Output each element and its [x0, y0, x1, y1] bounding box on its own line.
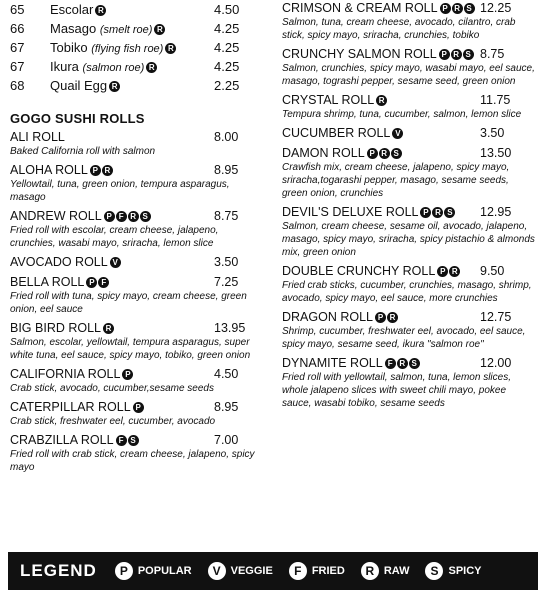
- item-price: 4.50: [214, 2, 240, 17]
- badge-group: [367, 148, 402, 159]
- item-price: 2.25: [214, 78, 240, 93]
- roll-description: Salmon, cream cheese, sesame oil, avocado, jalapeno, masago, spicy mayo, sriracha, spicy pistachio & almonds mix, green onion: [282, 221, 535, 258]
- roll-description: Salmon, crunchies, spicy mayo, wasabi mayo, eel sauce, masago, tograshi pepper, sesame seed, green onion: [282, 63, 535, 87]
- item-number: 68: [10, 78, 25, 93]
- fish-list-item: [10, 76, 256, 95]
- item-note: (salmon roe): [82, 62, 145, 74]
- roll-name: CRYSTAL ROLL: [282, 93, 375, 107]
- spicy-badge-icon: S: [140, 211, 151, 222]
- fried-badge-icon: F: [116, 435, 127, 446]
- popular-badge-icon: P: [437, 266, 448, 277]
- raw-badge-icon: R: [432, 207, 443, 218]
- rolls-list-right: [282, 0, 536, 410]
- roll-name: DOUBLE CRUNCHY ROLL: [282, 264, 436, 278]
- roll-header: [10, 432, 256, 448]
- raw-badge-icon: R: [103, 323, 114, 334]
- roll-name: CUCUMBER ROLL: [282, 126, 391, 140]
- roll-price: 9.50: [480, 264, 505, 278]
- legend-items: [115, 562, 498, 580]
- popular-badge-icon: P: [104, 211, 115, 222]
- roll-name: ANDREW ROLL: [10, 209, 102, 223]
- badge-group: [86, 277, 109, 288]
- fish-list-item: [10, 57, 256, 76]
- roll-description: Crawfish mix, cream cheese, jalapeno, spicy mayo, sriracha,togarashi pepper, masago, sesame seeds, green onion, crunchies: [282, 162, 510, 199]
- popular-badge-icon: P: [420, 207, 431, 218]
- legend-item: [115, 562, 192, 580]
- roll-name: CALIFORNIA ROLL: [10, 367, 121, 381]
- popular-badge-icon: P: [86, 277, 97, 288]
- roll-description: Tempura shrimp, tuna, cucumber, salmon, lemon slice: [282, 109, 522, 120]
- badge-group: [109, 81, 120, 92]
- roll-name: BELLA ROLL: [10, 275, 85, 289]
- badge-group: [154, 24, 165, 35]
- roll-price: 8.95: [214, 163, 239, 177]
- badge-group: [392, 128, 403, 139]
- roll-item: [282, 263, 536, 305]
- item-number: 65: [10, 2, 25, 17]
- raw-badge-icon: R: [154, 24, 165, 35]
- spicy-badge-icon: S: [444, 207, 455, 218]
- roll-description: Salmon, escolar, yellowtail, tempura asparagus, super white tuna, eel sauce, spicy mayo, tobiko, green onion: [10, 337, 251, 361]
- roll-item: [282, 0, 536, 42]
- item-name-group: [50, 57, 157, 78]
- legend-item: [425, 562, 481, 580]
- roll-item: [282, 204, 536, 259]
- roll-price: 12.00: [480, 356, 512, 370]
- badge-group: [375, 312, 398, 323]
- fried-badge-icon: F: [98, 277, 109, 288]
- sashimi-price-list: [10, 0, 256, 95]
- item-note: (flying fish roe): [91, 43, 164, 55]
- badge-group: [90, 165, 113, 176]
- roll-header: [282, 92, 536, 108]
- roll-item: [282, 145, 536, 200]
- roll-item: [10, 254, 256, 270]
- fish-list-item: [10, 19, 256, 38]
- legend-item: [361, 562, 410, 580]
- raw-badge-icon: R: [361, 562, 379, 580]
- section-title: GOGO SUSHI ROLLS: [10, 111, 145, 126]
- legend-bar: [8, 552, 538, 590]
- badge-group: [440, 3, 475, 14]
- roll-name: DAMON ROLL: [282, 146, 365, 160]
- roll-price: 12.75: [480, 310, 512, 324]
- roll-header: [282, 125, 536, 141]
- raw-badge-icon: R: [449, 266, 460, 277]
- badge-group: [146, 62, 157, 73]
- roll-description: Fried roll with escolar, cream cheese, jalapeno, crunchies, wasabi mayo, sriracha, lemon slice: [10, 225, 219, 249]
- popular-badge-icon: P: [115, 562, 133, 580]
- right-column: [282, 0, 536, 414]
- roll-header: [282, 355, 536, 371]
- roll-price: 7.00: [214, 433, 239, 447]
- roll-header: [10, 399, 256, 415]
- roll-item: [10, 399, 256, 428]
- roll-header: [282, 145, 536, 161]
- item-name: Tobiko: [50, 40, 88, 55]
- badge-group: [165, 43, 176, 54]
- spicy-badge-icon: S: [425, 562, 443, 580]
- rolls-list-left: [10, 129, 256, 474]
- roll-item: [282, 355, 536, 410]
- roll-item: [10, 320, 256, 362]
- item-price: 4.25: [214, 59, 240, 74]
- legend-item: [208, 562, 273, 580]
- roll-description: Fried roll with yellowtail, salmon, tuna, lemon slices, whole jalapeno slices with sweet chili mayo, pokee sauce, wasabi tobiko, sesame seeds: [282, 372, 511, 409]
- item-price: 4.25: [214, 21, 240, 36]
- badge-group: [439, 49, 474, 60]
- item-price: 4.25: [214, 40, 240, 55]
- veggie-badge-icon: V: [392, 128, 403, 139]
- roll-name: AVOCADO ROLL: [10, 255, 108, 269]
- roll-price: 7.25: [214, 275, 239, 289]
- roll-description: Shrimp, cucumber, freshwater eel, avocado, eel sauce, spicy mayo, sesame seed, ikura "salmon roe": [282, 326, 526, 350]
- roll-header: [282, 263, 536, 279]
- roll-header: [10, 274, 256, 290]
- roll-name: BIG BIRD ROLL: [10, 321, 101, 335]
- roll-description: Crab stick, avocado, cucumber,sesame seeds: [10, 383, 214, 394]
- roll-item: [10, 208, 256, 250]
- roll-description: Baked California roll with salmon: [10, 146, 156, 157]
- item-number: 66: [10, 21, 25, 36]
- badge-group: [122, 369, 133, 380]
- veggie-badge-icon: V: [208, 562, 226, 580]
- roll-item: [10, 366, 256, 395]
- roll-header: [10, 129, 256, 145]
- roll-header: [10, 162, 256, 178]
- roll-description: Yellowtail, tuna, green onion, tempura asparagus, masago: [10, 179, 230, 203]
- roll-header: [10, 208, 256, 224]
- item-name-group: [50, 0, 106, 19]
- roll-name: CRUNCHY SALMON ROLL: [282, 47, 437, 61]
- popular-badge-icon: P: [90, 165, 101, 176]
- item-name: Masago: [50, 21, 97, 36]
- roll-description: Fried roll with tuna, spicy mayo, cream cheese, green onion, eel sauce: [10, 291, 247, 315]
- roll-price: 3.50: [480, 126, 505, 140]
- roll-item: [10, 162, 256, 204]
- roll-header: [10, 366, 256, 382]
- roll-description: Fried roll with crab stick, cream cheese, jalapeno, spicy mayo: [10, 449, 255, 473]
- roll-name: CRIMSON & CREAM ROLL: [282, 1, 438, 15]
- badge-group: [133, 402, 144, 413]
- fried-badge-icon: F: [289, 562, 307, 580]
- legend-item: [289, 562, 345, 580]
- roll-name: DEVIL'S DELUXE ROLL: [282, 205, 419, 219]
- roll-header: [10, 254, 256, 270]
- roll-price: 13.95: [214, 321, 246, 335]
- legend-label: VEGGIE: [230, 565, 273, 577]
- spicy-badge-icon: S: [391, 148, 402, 159]
- veggie-badge-icon: V: [110, 257, 121, 268]
- item-name: Escolar: [50, 2, 94, 17]
- roll-price: 8.75: [480, 47, 505, 61]
- roll-header: [282, 46, 536, 62]
- roll-price: 13.50: [480, 146, 512, 160]
- roll-price: 4.50: [214, 367, 239, 381]
- raw-badge-icon: R: [451, 49, 462, 60]
- legend-label: SPICY: [448, 565, 482, 577]
- badge-group: [376, 95, 387, 106]
- roll-item: [10, 129, 256, 158]
- legend-label: RAW: [383, 565, 410, 577]
- roll-item: [282, 46, 536, 88]
- item-name: Ikura: [50, 59, 79, 74]
- left-column: [10, 0, 256, 478]
- badge-group: [110, 257, 121, 268]
- popular-badge-icon: P: [375, 312, 386, 323]
- roll-price: 12.95: [480, 205, 512, 219]
- item-note: (smelt roe): [99, 24, 153, 36]
- raw-badge-icon: R: [387, 312, 398, 323]
- roll-name: CATERPILLAR ROLL: [10, 400, 131, 414]
- roll-price: 8.75: [214, 209, 239, 223]
- badge-group: [116, 435, 139, 446]
- raw-badge-icon: R: [379, 148, 390, 159]
- item-name: Quail Egg: [50, 78, 108, 93]
- roll-name: DYNAMITE ROLL: [282, 356, 383, 370]
- popular-badge-icon: P: [439, 49, 450, 60]
- raw-badge-icon: R: [128, 211, 139, 222]
- roll-price: 11.75: [480, 93, 511, 107]
- roll-name: ALOHA ROLL: [10, 163, 88, 177]
- roll-item: [10, 432, 256, 474]
- badge-group: [420, 207, 455, 218]
- popular-badge-icon: P: [440, 3, 451, 14]
- popular-badge-icon: P: [133, 402, 144, 413]
- raw-badge-icon: R: [109, 81, 120, 92]
- fried-badge-icon: F: [116, 211, 127, 222]
- roll-item: [282, 309, 536, 351]
- popular-badge-icon: P: [367, 148, 378, 159]
- roll-description: Crab stick, freshwater eel, cucumber, avocado: [10, 416, 216, 427]
- raw-badge-icon: R: [376, 95, 387, 106]
- raw-badge-icon: R: [452, 3, 463, 14]
- badge-group: [385, 358, 420, 369]
- spicy-badge-icon: S: [463, 49, 474, 60]
- roll-description: Salmon, tuna, cream cheese, avocado, cilantro, crab stick, spicy mayo, sriracha, crunchies, tobiko: [282, 17, 516, 41]
- item-name-group: [50, 76, 120, 95]
- badge-group: [95, 5, 106, 16]
- roll-name: ALI ROLL: [10, 130, 65, 144]
- roll-header: [282, 204, 536, 220]
- spicy-badge-icon: S: [128, 435, 139, 446]
- roll-item: [10, 274, 256, 316]
- fried-badge-icon: F: [385, 358, 396, 369]
- badge-group: [104, 211, 151, 222]
- roll-name: CRABZILLA ROLL: [10, 433, 114, 447]
- roll-price: 3.50: [214, 255, 239, 269]
- item-number: 67: [10, 40, 25, 55]
- roll-description: Fried crab sticks, cucumber, crunchies, masago, shrimp, avocado, spicy mayo, eel sauce, more crunchies: [282, 280, 532, 304]
- roll-item: [282, 125, 536, 141]
- roll-price: 12.25: [480, 1, 512, 15]
- roll-header: [10, 320, 256, 336]
- raw-badge-icon: R: [95, 5, 106, 16]
- raw-badge-icon: R: [146, 62, 157, 73]
- roll-price: 8.95: [214, 400, 239, 414]
- badge-group: [437, 266, 460, 277]
- popular-badge-icon: P: [122, 369, 133, 380]
- legend-title: LEGEND: [20, 561, 97, 580]
- item-name-group: [50, 19, 165, 40]
- roll-header: [282, 0, 536, 16]
- legend-label: POPULAR: [137, 565, 192, 577]
- roll-price: 8.00: [214, 130, 239, 144]
- roll-item: [282, 92, 536, 121]
- legend-label: FRIED: [311, 565, 345, 577]
- item-name-group: [50, 38, 176, 59]
- fish-list-item: [10, 0, 256, 19]
- spicy-badge-icon: S: [464, 3, 475, 14]
- roll-name: DRAGON ROLL: [282, 310, 373, 324]
- badge-group: [103, 323, 114, 334]
- spicy-badge-icon: S: [409, 358, 420, 369]
- raw-badge-icon: R: [102, 165, 113, 176]
- fish-list-item: [10, 38, 256, 57]
- roll-header: [282, 309, 536, 325]
- raw-badge-icon: R: [397, 358, 408, 369]
- raw-badge-icon: R: [165, 43, 176, 54]
- item-number: 67: [10, 59, 25, 74]
